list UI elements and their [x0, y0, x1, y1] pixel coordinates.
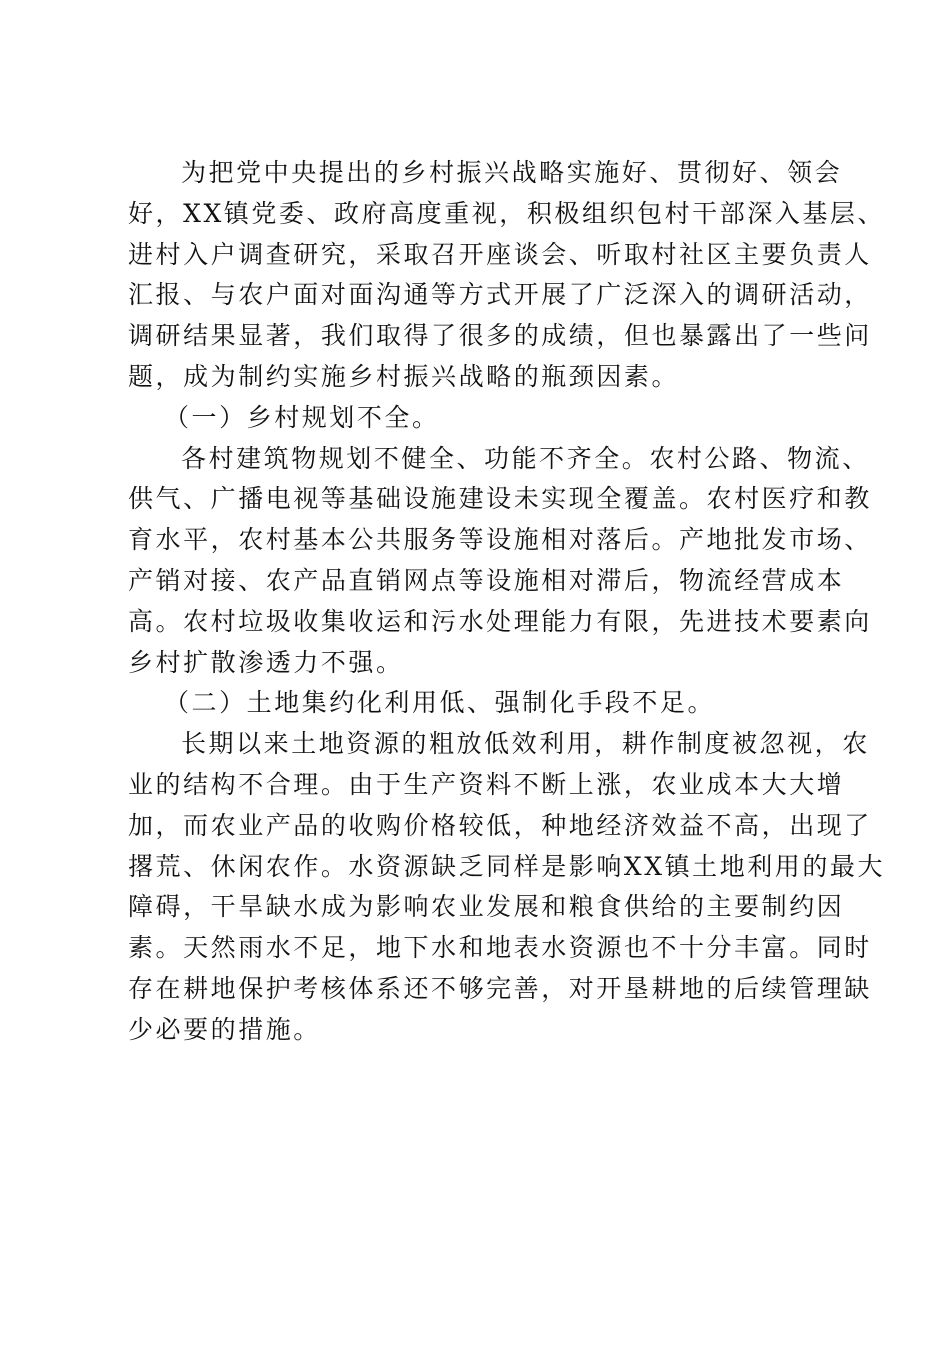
text-line: 各村建筑物规划不健全、功能不齐全。农村公路、物流、: [181, 443, 870, 473]
text-line: 汇报、与农户面对面沟通等方式开展了广泛深入的调研活动，: [128, 280, 872, 310]
document-body: [128, 153, 885, 1051]
heading-text: （二）土地集约化利用低、强制化手段不足。: [164, 688, 716, 718]
text-line: 撂荒、休闲农作。水资源缺乏同样是影响XX镇土地利用的最大: [128, 851, 885, 881]
text-line: 产销对接、农产品直销网点等设施相对滞后，物流经营成本: [128, 565, 845, 595]
text-line: 育水平，农村基本公共服务等设施相对落后。产地批发市场、: [128, 525, 872, 555]
section-heading-2: [128, 683, 838, 724]
text-line: 业的结构不合理。由于生产资料不断上涨，农业成本大大增: [128, 769, 845, 799]
text-line: 乡村扩散渗透力不强。: [128, 647, 404, 677]
paragraph-section-1: [128, 439, 872, 684]
text-line: 加，而农业产品的收购价格较低，种地经济效益不高，出现了: [128, 810, 872, 840]
text-line: 为把党中央提出的乡村振兴战略实施好、贯彻好、领会: [181, 158, 843, 187]
text-line: 调研结果显著，我们取得了很多的成绩，但也暴露出了一些问: [128, 321, 872, 351]
text-line: 少必要的措施。: [128, 1014, 321, 1044]
text-line: 长期以来土地资源的粗放低效利用，耕作制度被忽视，农: [181, 729, 870, 759]
text-line: 进村入户调查研究，采取召开座谈会、听取村社区主要负责人: [128, 239, 872, 269]
heading-text: （一）乡村规划不全。: [164, 402, 440, 432]
text-line: 好，XX镇党委、政府高度重视，积极组织包村干部深入基层、: [128, 198, 885, 228]
section-heading-1: [128, 398, 838, 439]
text-line: 障碍，干旱缺水成为影响农业发展和粮食供给的主要制约因: [128, 892, 845, 922]
text-line: 存在耕地保护考核体系还不够完善，对开垦耕地的后续管理缺: [128, 973, 872, 1003]
text-line: 素。天然雨水不足，地下水和地表水资源也不十分丰富。同时: [128, 933, 872, 963]
text-line: 高。农村垃圾收集收运和污水处理能力有限，先进技术要素向: [128, 606, 872, 636]
paragraph-section-2: [128, 724, 885, 1050]
paragraph-intro: [128, 153, 885, 398]
text-line: 题，成为制约实施乡村振兴战略的瓶颈因素。: [128, 361, 680, 391]
text-line: 供气、广播电视等基础设施建设未实现全覆盖。农村医疗和教: [128, 484, 872, 514]
